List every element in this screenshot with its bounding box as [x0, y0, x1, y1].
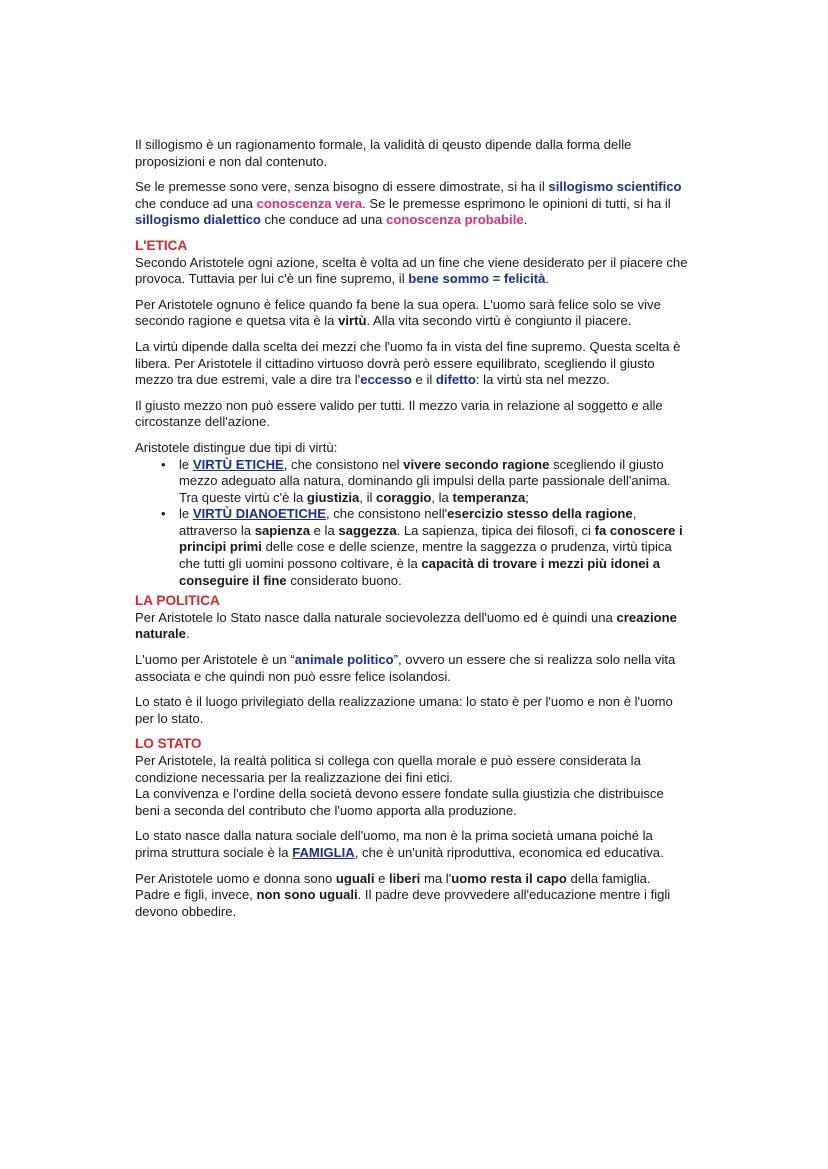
text-run: L'uomo per Aristotele è un “	[135, 652, 295, 668]
text-run: , che consistono nel	[283, 456, 404, 472]
term-vivere-secondo-ragione: vivere secondo ragione	[403, 456, 550, 472]
text-run: Lo stato nasce dalla natura sociale dell'uomo, ma non è la prima società umana poiché la prima struttura sociale è la	[135, 828, 653, 860]
stato-paragraph-1	[135, 753, 688, 819]
term-coraggio: coraggio	[376, 489, 432, 505]
politica-paragraph-1	[135, 610, 688, 643]
term-giustizia: giustizia	[306, 489, 360, 505]
term-uomo-capo: uomo resta il capo	[451, 870, 567, 886]
text-run: . Alla vita secondo virtù è congiunto il piacere.	[366, 313, 632, 329]
text-run: , il	[359, 489, 377, 505]
text-run: , che è un'unità riproduttiva, economica ed educativa.	[354, 844, 664, 860]
intro-paragraph-2	[135, 179, 688, 229]
text-run: .	[185, 626, 190, 642]
term-saggezza: saggezza	[338, 522, 397, 538]
text-run: considerato buono.	[286, 572, 402, 588]
text-run: scegliendo il giusto mezzo adeguato alla natura, dominando gli impulsi della parte passionale dell'anima. Tra queste virtù c'è la	[179, 456, 671, 505]
text-run: : la virtù sta nel mezzo.	[475, 372, 610, 388]
text-run: Per Aristotele uomo e donna sono	[135, 870, 336, 886]
link-virtu-etiche[interactable]: VIRTÙ ETICHE	[192, 456, 284, 472]
text-run: che conduce ad una	[260, 212, 387, 228]
list-item	[161, 456, 688, 507]
text-run: le	[179, 456, 193, 472]
text-run: .	[545, 271, 550, 287]
etica-paragraph-2	[135, 297, 688, 330]
text-run: e il	[411, 372, 436, 388]
term-non-uguali: non sono uguali	[256, 887, 358, 903]
stato-paragraph-3	[135, 871, 688, 921]
term-temperanza: temperanza	[452, 489, 526, 505]
text-run: che conduce ad una	[135, 195, 257, 211]
bullet-icon: •	[161, 456, 166, 472]
text-run: . Se le premesse esprimono le opinioni di tutti, si ha il	[362, 195, 671, 211]
stato-paragraph-2	[135, 828, 688, 861]
term-creazione-naturale: creazione naturale	[135, 609, 677, 642]
term-sillogismo-dialettico: sillogismo dialettico	[135, 212, 261, 228]
term-sillogismo-scientifico: sillogismo scientifico	[548, 179, 682, 195]
etica-paragraph-4: Il giusto mezzo non può essere valido per tutti. Il mezzo varia in relazione al soggetto e alle circostanze dell'azione.	[135, 397, 663, 430]
text-run: Secondo Aristotele ogni azione, scelta è volta ad un fine che viene desiderato per il piacere che provoca. Tuttavia per lui c'è un fine supremo, il	[135, 254, 688, 287]
virtue-list	[135, 457, 688, 590]
intro-paragraph-1: Il sillogismo è un ragionamento formale, la validità di qeusto dipende dalla forma delle proposizioni e non dal contenuto.	[135, 137, 632, 169]
bullet-icon: •	[161, 506, 166, 522]
text-run: Per Aristotele lo Stato nasce dalla naturale socievolezza dell'uomo ed è quindi una	[135, 609, 617, 625]
term-animale-politico: animale politico	[294, 652, 394, 668]
text-run: . Il padre deve provvedere all'educazione mentre i figli devono obbedire.	[135, 887, 671, 919]
term-sapienza: sapienza	[254, 522, 310, 538]
text-run: ”, ovvero un essere che si realizza solo nella vita associata e che quindi non può essre felice isolandosi.	[135, 652, 676, 684]
text-run: . La sapienza, tipica dei filosofi, ci	[396, 522, 595, 538]
section-heading-stato: LO STATO	[135, 736, 202, 752]
text-run: e la	[310, 522, 339, 538]
term-uguali: uguali	[335, 870, 375, 886]
text-run: Per Aristotele, la realtà politica si collega con quella morale e può essere considerata la condizione necessaria per la realizzazione dei fini etici.	[135, 753, 641, 785]
term-eccesso: eccesso	[360, 372, 412, 388]
term-esercizio-ragione: esercizio stesso della ragione	[447, 506, 633, 522]
etica-paragraph-3	[135, 339, 688, 389]
list-item	[161, 506, 688, 589]
text-run: della famiglia. Padre e figli, invece,	[135, 870, 651, 903]
term-conoscenza-vera: conoscenza vera	[256, 195, 363, 211]
text-run: ma l'	[420, 870, 452, 886]
section-heading-politica: LA POLITICA	[135, 593, 220, 609]
text-run: , che consistono nell'	[325, 506, 448, 522]
politica-paragraph-2	[135, 652, 688, 685]
text-run: le	[179, 506, 193, 522]
term-difetto: difetto	[435, 372, 476, 388]
etica-paragraph-5: Aristotele distingue due tipi di virtù:	[135, 439, 338, 455]
term-principi-primi: fa conoscere i principi primi	[179, 522, 683, 555]
text-run: Se le premesse sono vere, senza bisogno di essere dimostrate, si ha il	[135, 179, 549, 195]
text-run: e	[374, 870, 390, 886]
text-run: La virtù dipende dalla scelta dei mezzi che l'uomo fa in vista del fine supremo. Questa scelta è libera. Per Aristotele il cittadino virtuoso dovrà però essere equilibrato, scegliendo il giusto mezzo tra due estremi, vale a dire tra l'	[135, 338, 681, 388]
etica-paragraph-1	[135, 255, 688, 288]
term-virtu: virtù	[338, 313, 367, 329]
text-run: ;	[525, 489, 529, 505]
term-bene-sommo: bene sommo = felicità	[408, 271, 546, 287]
text-run: , attraverso la	[179, 506, 637, 538]
term-conoscenza-probabile: conoscenza probabile	[386, 212, 524, 228]
link-famiglia[interactable]: FAMIGLIA	[292, 844, 355, 860]
politica-paragraph-3: Lo stato è il luogo privilegiato della realizzazione umana: lo stato è per l'uomo e non è l'uomo per lo stato.	[135, 694, 673, 726]
term-liberi: liberi	[389, 870, 421, 886]
term-capacita-mezzi: capacità di trovare i mezzi più idonei a conseguire il fine	[179, 556, 661, 588]
section-heading-etica: L'ETICA	[135, 237, 188, 253]
text-run: .	[523, 212, 528, 228]
text-run: La convivenza e l'ordine della società devono essere fondate sulla giustizia che distribuisce beni a seconda del contributo che l'uomo apporta alla produzione.	[135, 786, 664, 818]
text-run: , la	[431, 489, 453, 505]
link-virtu-dianoetiche[interactable]: VIRTÙ DIANOETICHE	[192, 506, 326, 522]
text-run: delle cose e delle scienze, mentre la saggezza o prudenza, virtù tipica che tutti gli uomini possono coltivare, è la	[179, 539, 672, 572]
text-run: Per Aristotele ognuno è felice quando fa bene la sua opera. L'uomo sarà felice solo se vive secondo ragione e quetsa vita è la	[135, 296, 661, 329]
